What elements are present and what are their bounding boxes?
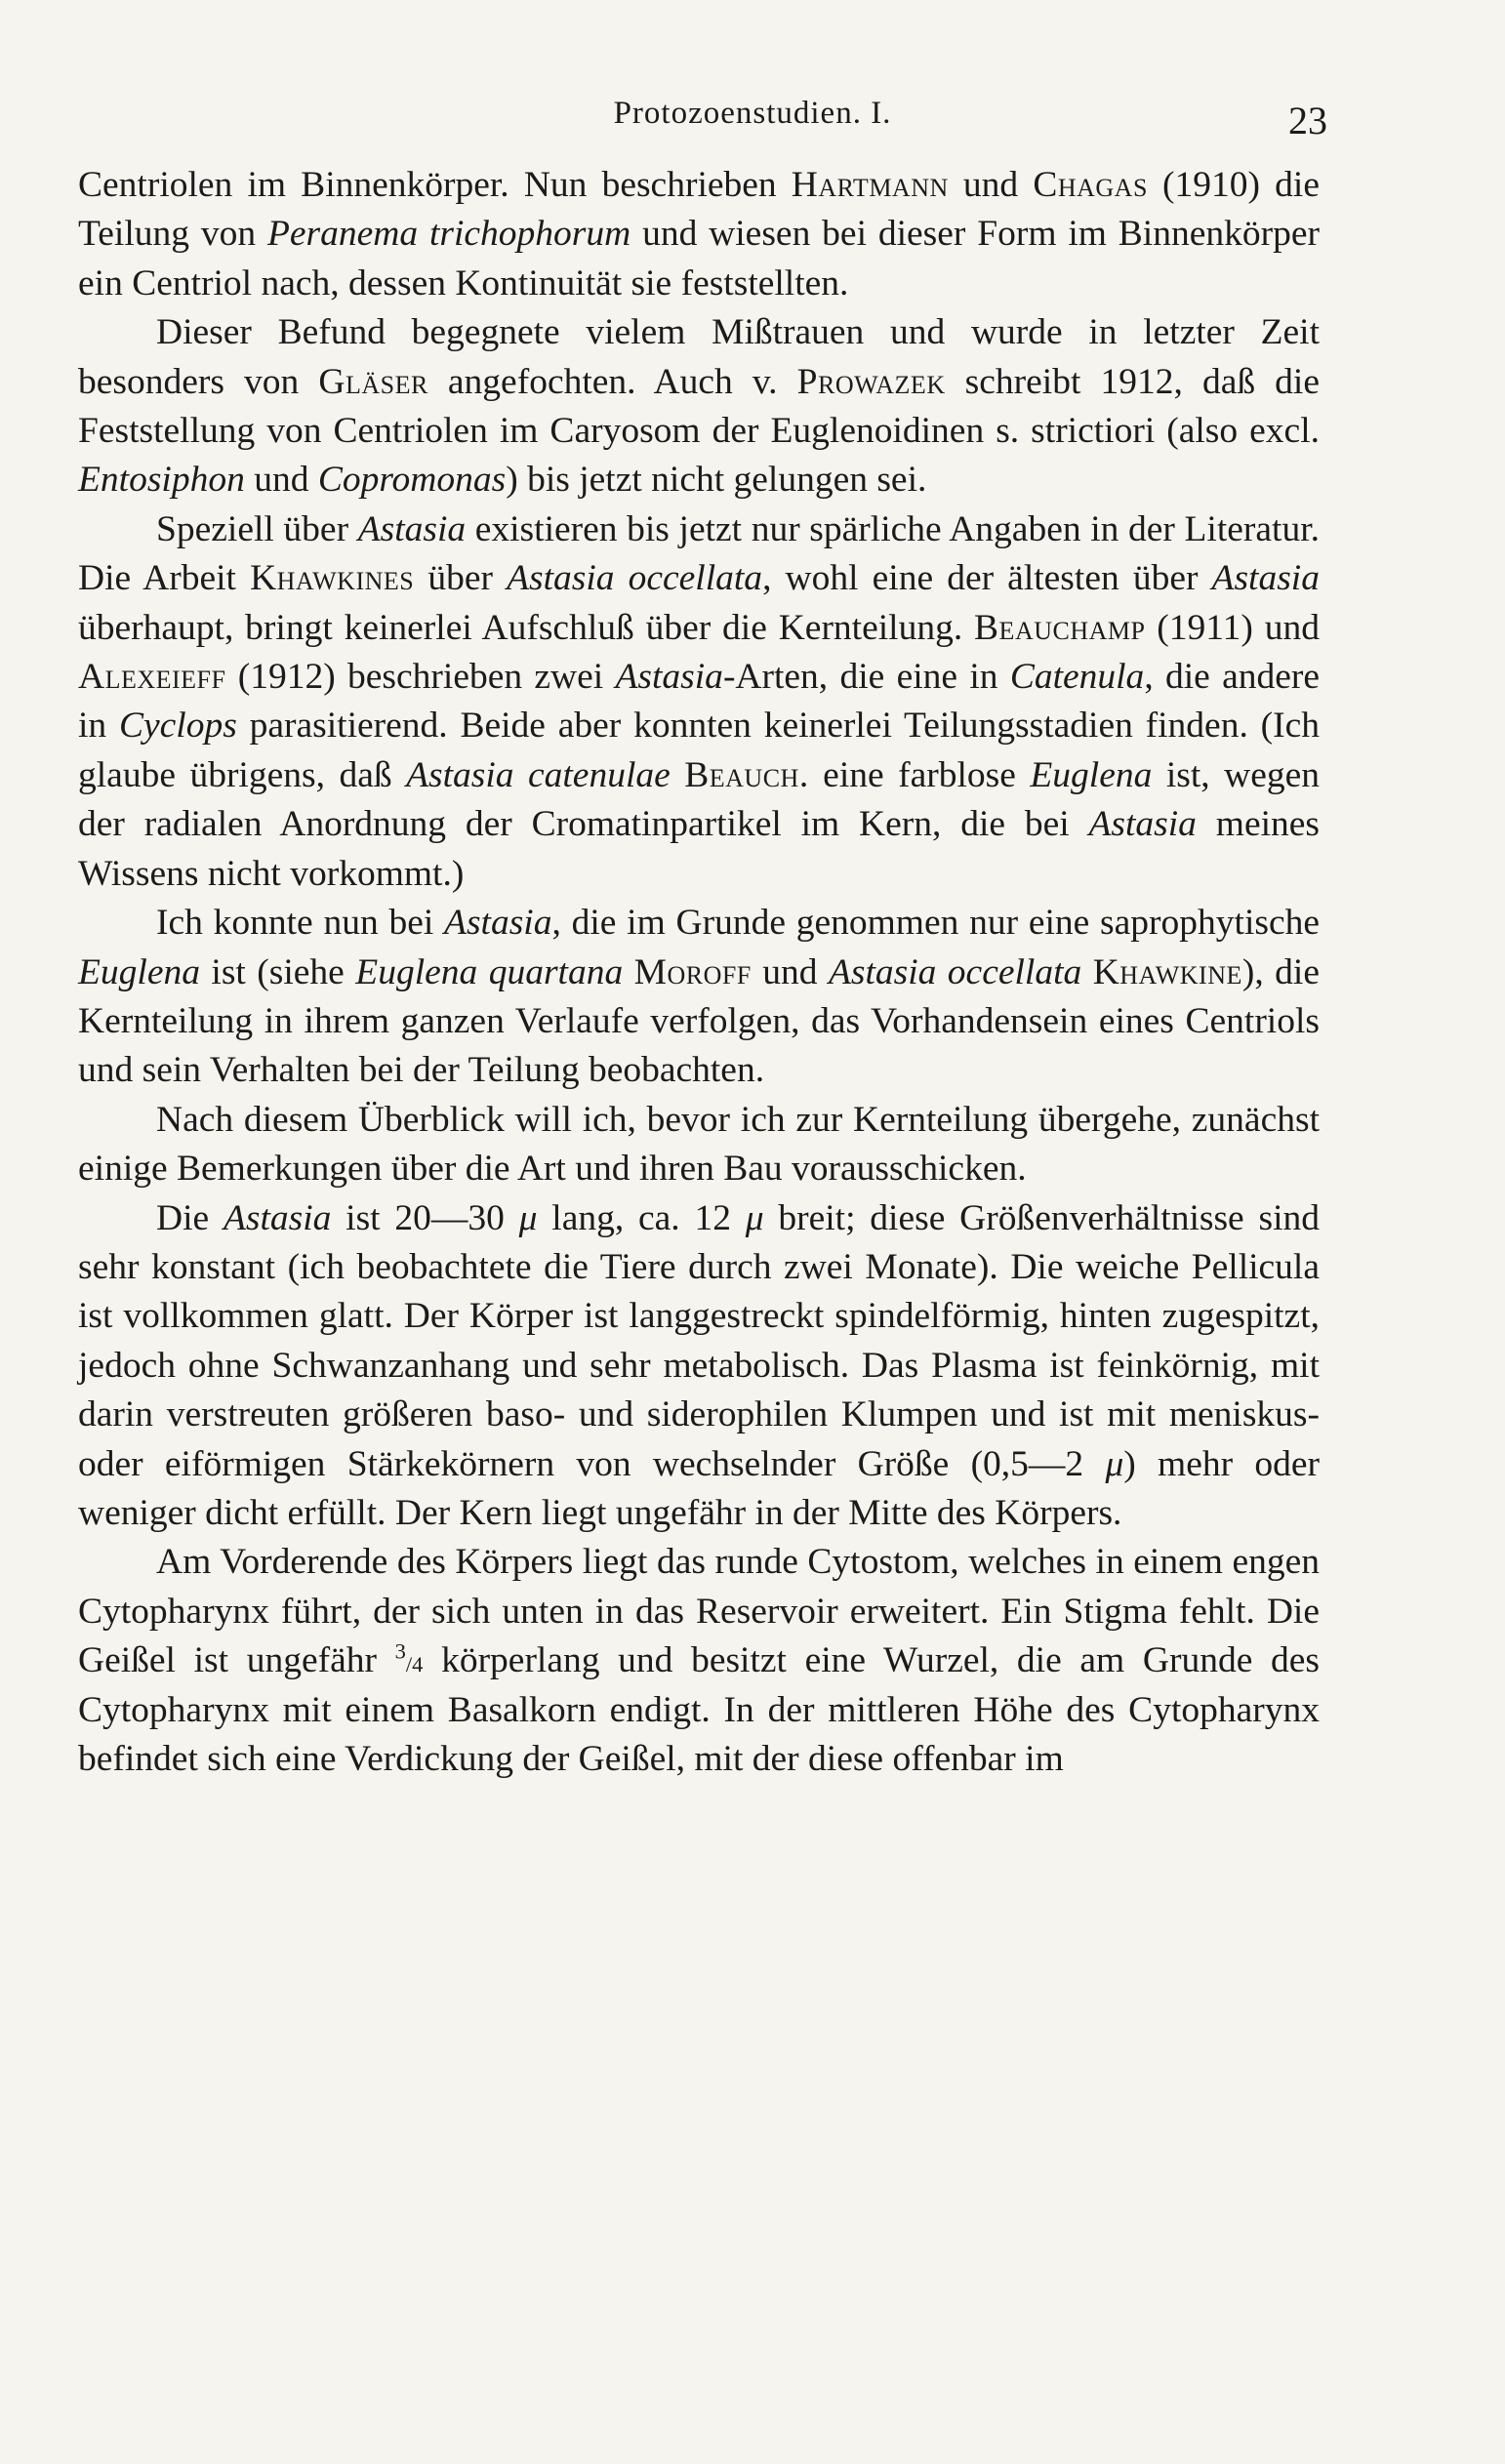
text-run: parasitierend. Beide aber konnten keinerlei Teilungsstadien finden. (Ich glaube übrigens, daß (78, 706, 1320, 795)
paragraph (78, 1096, 1320, 1194)
text-run: und (244, 460, 318, 501)
taxon-name: Astasia occellata (828, 951, 1082, 992)
text-run: Centriolen im Binnenkörper. Nun beschrieben (78, 165, 792, 205)
text-run: ) bis jetzt nicht gelungen sei. (506, 460, 927, 501)
taxon-name: Euglena (1030, 754, 1153, 795)
taxon-name: Astasia catenulae (406, 754, 671, 795)
text-run: breit; diese Größenverhältnisse sind sehr konstant (ich beobachtete die Tiere durch zwei Monate). Die weiche Pellicula ist vollkommen glatt. Der Körper ist langgestreckt spindelförmig, hinten zugespitzt, jedoch ohne Schwanzanhang und sehr metabolisch. Das Plasma ist feinkörnig, mit darin verstreuten größeren baso- und siderophilen Klumpen und ist mit meniskus- oder eiförmigen Stärkekörnern von wechselnder Größe (0,5—2 (78, 1197, 1320, 1484)
taxon-name: Astasia occellata (507, 558, 763, 599)
text-run: ist, wegen der radialen Anordnung der Cromatinpartikel im Kern, die bei (78, 754, 1321, 845)
text-run: -Arten, die eine in (722, 657, 1010, 698)
text-run: überhaupt, bringt keinerlei Aufschluß über die Kernteilung. (78, 607, 975, 648)
body-text (78, 161, 1320, 1784)
paragraph (78, 1194, 1320, 1539)
paragraph (78, 505, 1320, 899)
author-name: Beauchamp (974, 607, 1146, 648)
text-run: , die andere in (78, 657, 1321, 747)
author-name: Alexeieff (78, 657, 226, 698)
text-run: Ich konnte nun bei (156, 903, 445, 944)
text-run: Am Vorderende des Körpers liegt das runde Cytostom, welches in einem engen Cytopharynx führt, der sich unten in das Reservoir erweitert. Ein Stigma fehlt. Die Geißel ist ungefähr (78, 1542, 1320, 1681)
text-run: und (751, 951, 829, 992)
text-run: Die (156, 1197, 224, 1238)
taxon-name: Euglena (78, 951, 200, 992)
text-run: angefochten. Auch v. (427, 361, 797, 402)
text-run: schreibt 1912, daß die Feststellung von Centriolen im Caryosom der Euglenoidinen s. strictiori (also excl. (78, 361, 1320, 452)
text-run: existieren bis jetzt nur spärliche Angaben in der Literatur. Die Arbeit (78, 508, 1320, 599)
author-name: Khawkine (1092, 951, 1242, 992)
paragraph (78, 1538, 1320, 1784)
text-run (671, 755, 684, 795)
author-name: Hartmann (791, 165, 949, 205)
taxon-name: Astasia (357, 508, 467, 549)
taxon-name: Astasia (444, 903, 552, 944)
paragraph (78, 308, 1320, 505)
paragraph (78, 899, 1320, 1096)
taxon-name: Peranema trichophorum (266, 214, 631, 255)
text-run: ), die Kernteilung in ihrem ganzen Verlaufe verfolgen, das Vorhandensein eines Centriols und sein Verhalten bei der Teilung beobachten. (78, 951, 1320, 1091)
text-run: Speziell über (156, 508, 358, 549)
taxon-name: Astasia (615, 657, 723, 698)
taxon-name: Entosiphon (78, 460, 245, 501)
author-name: Beauch. (684, 754, 809, 795)
text-run: und (948, 165, 1034, 205)
text-run: (1911) und (1145, 607, 1320, 648)
taxon-name: Catenula (1009, 657, 1145, 698)
taxon-name: Astasia (1088, 804, 1197, 845)
author-name: Prowazek (796, 361, 946, 402)
text-run: (1910) die Teilung von (78, 165, 1320, 255)
text-run: (1912) beschrieben zwei (225, 657, 616, 698)
text-run: ist 20—30 (331, 1197, 519, 1238)
text-run: über (414, 558, 508, 599)
paragraph (78, 161, 1320, 308)
author-name: Khawkines (250, 558, 415, 599)
text-run: und wiesen bei dieser Form im Binnenkörper ein Centriol nach, dessen Kontinuität sie feststellten. (78, 214, 1320, 303)
author-name: Chagas (1033, 165, 1148, 205)
text-run: ) mehr oder weniger dicht erfüllt. Der Kern liegt ungefähr in der Mitte des Körpers. (78, 1443, 1321, 1533)
text-run: , wohl eine der ältesten über (762, 558, 1212, 599)
taxon-name: Euglena quartana (355, 951, 624, 992)
page-number: 23 (1288, 99, 1327, 142)
running-title: Protozoenstudien. I. (613, 96, 892, 131)
taxon-name: Astasia (1211, 558, 1320, 599)
text-run: Dieser Befund begegnete vielem Mißtrauen und wurde in letzter Zeit besonders von (78, 312, 1320, 402)
taxon-name: Astasia (223, 1197, 332, 1238)
taxon-name: Copromonas (317, 460, 507, 501)
unit-symbol: μ (745, 1197, 764, 1238)
text-run: eine farblose (808, 754, 1031, 795)
text-run (1081, 952, 1092, 992)
text-run: lang, ca. 12 (537, 1197, 746, 1238)
author-name: Moroff (633, 951, 752, 992)
unit-symbol: μ (1105, 1443, 1124, 1484)
text-run: Nach diesem Überblick will ich, bevor ich zur Kernteilung übergehe, zunächst einige Bemerkungen über die Art und ihren Bau vorausschicken. (78, 1099, 1320, 1190)
unit-symbol: μ (518, 1197, 538, 1238)
text-run (623, 952, 633, 992)
text-run: ist (siehe (199, 951, 356, 992)
text-run: körperlang und besitzt eine Wurzel, die am Grunde des Cytopharynx mit einem Basalkorn endigt. In der mittleren Höhe des Cytopharynx befindet sich eine Verdickung der Geißel, mit der diese offenbar im (78, 1640, 1320, 1779)
text-run: meines Wissens nicht vorkommt.) (78, 804, 1320, 894)
taxon-name: Cyclops (118, 706, 237, 747)
text-run: , die im Grunde genommen nur eine saprophytische (551, 903, 1320, 944)
fraction: $^3$/4 (394, 1638, 424, 1677)
author-name: Gläser (318, 361, 428, 402)
